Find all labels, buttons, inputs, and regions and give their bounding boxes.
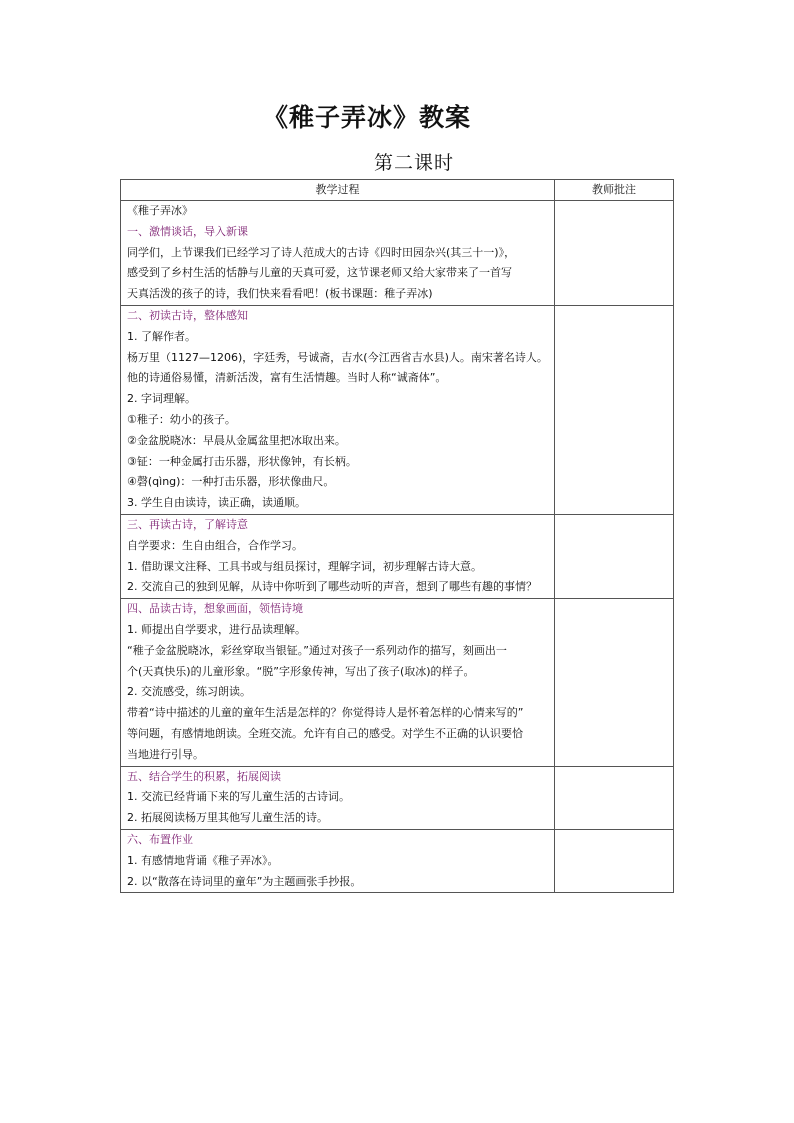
section-text: 2. 交流自己的独到见解，从诗中你听到了哪些动听的声音，想到了哪些有趣的事情？ (127, 580, 537, 594)
header-teacher-notes: 教师批注 (555, 180, 674, 201)
section-text: 1. 有感情地背诵《稚子弄冰》。 (127, 853, 279, 867)
section-content (121, 599, 555, 766)
section-text: 2. 以“散落在诗词里的童年”为主题画张手抄报。 (127, 874, 362, 888)
section-text: 他的诗通俗易懂，清新活泼，富有生活情趣。当时人称“诚斋体”。 (127, 371, 447, 385)
teacher-note-cell[interactable] (555, 201, 674, 306)
header-teaching-process: 教学过程 (121, 180, 555, 201)
section-text: 带着“诗中描述的儿童的童年生活是怎样的？你觉得诗人是怀着怎样的心情来写的” (127, 706, 524, 720)
table-header-row (121, 180, 674, 201)
lesson-title-line: 《稚子弄冰》 (127, 204, 193, 217)
section-text: ①稚子：幼小的孩子。 (127, 412, 236, 426)
teacher-note-cell[interactable] (555, 305, 674, 514)
section-heading: 二、初读古诗，整体感知 (127, 308, 248, 322)
section-text: 2. 拓展阅读杨万里其他写儿童生活的诗。 (127, 811, 328, 825)
teacher-note-cell[interactable] (555, 829, 674, 892)
section-row (121, 305, 674, 514)
section-text: 2. 字词理解。 (127, 392, 196, 406)
teacher-note-cell[interactable] (555, 766, 674, 829)
section-heading: 三、再读古诗，了解诗意 (127, 517, 248, 531)
section-text: 天真活泼的孩子的诗，我们快来看看吧！(板书课题：稚子弄冰) (127, 287, 433, 301)
section-text: 2. 交流感受，练习朗读。 (127, 685, 251, 699)
section-heading: 六、布置作业 (127, 832, 193, 846)
section-row (121, 766, 674, 829)
section-text: 同学们，上节课我们已经学习了诗人范成大的古诗《四时田园杂兴(其三十一)》， (127, 245, 516, 259)
section-content (121, 514, 555, 598)
section-text: ②金盆脱晓冰：早晨从金属盆里把冰取出来。 (127, 433, 346, 447)
section-heading: 四、品读古诗，想象画面，领悟诗境 (127, 602, 303, 616)
section-content (121, 305, 555, 514)
section-text: 杨万里（1127—1206)，字廷秀，号诚斋，吉水(今江西省吉水县)人。南宋著名诗人。 (127, 350, 548, 364)
teacher-note-cell[interactable] (555, 514, 674, 598)
section-content (121, 201, 555, 306)
section-row (121, 201, 674, 306)
section-text: 1. 借助课文注释、工具书或与组员探讨，理解字词，初步理解古诗大意。 (127, 559, 482, 573)
section-text: 感受到了乡村生活的恬静与儿童的天真可爱，这节课老师又给大家带来了一首写 (127, 266, 512, 280)
section-content (121, 766, 555, 829)
teacher-note-cell[interactable] (555, 599, 674, 766)
section-text: ④磬(qìng)：一种打击乐器，形状像曲尺。 (127, 475, 335, 489)
section-heading: 一、激情谈话，导入新课 (127, 224, 248, 238)
section-text: 1. 师提出自学要求，进行品读理解。 (127, 622, 306, 636)
section-text: 当地进行引导。 (127, 747, 204, 761)
section-text: 等问题，有感情地朗读。全班交流。允许有自己的感受。对学生不正确的认识要恰 (127, 726, 523, 740)
section-text: 1. 了解作者。 (127, 329, 196, 343)
section-heading: 五、结合学生的积累，拓展阅读 (127, 769, 281, 783)
document-title: 《稚子弄冰》教案 (262, 103, 471, 132)
lesson-plan-table (120, 179, 674, 893)
section-text: 自学要求：生自由组合，合作学习。 (127, 538, 303, 552)
section-row (121, 829, 674, 892)
section-content (121, 829, 555, 892)
section-text: 1. 交流已经背诵下来的写儿童生活的古诗词。 (127, 790, 350, 804)
section-text: 3. 学生自由读诗，读正确，读通顺。 (127, 496, 306, 510)
section-row (121, 514, 674, 598)
section-text: ③钲：一种金属打击乐器，形状像钟，有长柄。 (127, 454, 357, 468)
section-text: 个(天真快乐)的儿童形象。“脱”字形象传神，写出了孩子(取冰)的样子。 (127, 664, 475, 678)
section-text: “稚子金盆脱晓冰，彩丝穿取当银钲。”通过对孩子一系列动作的描写，刻画出一 (127, 643, 507, 657)
document-subtitle: 第二课时 (374, 152, 455, 174)
section-row (121, 599, 674, 766)
